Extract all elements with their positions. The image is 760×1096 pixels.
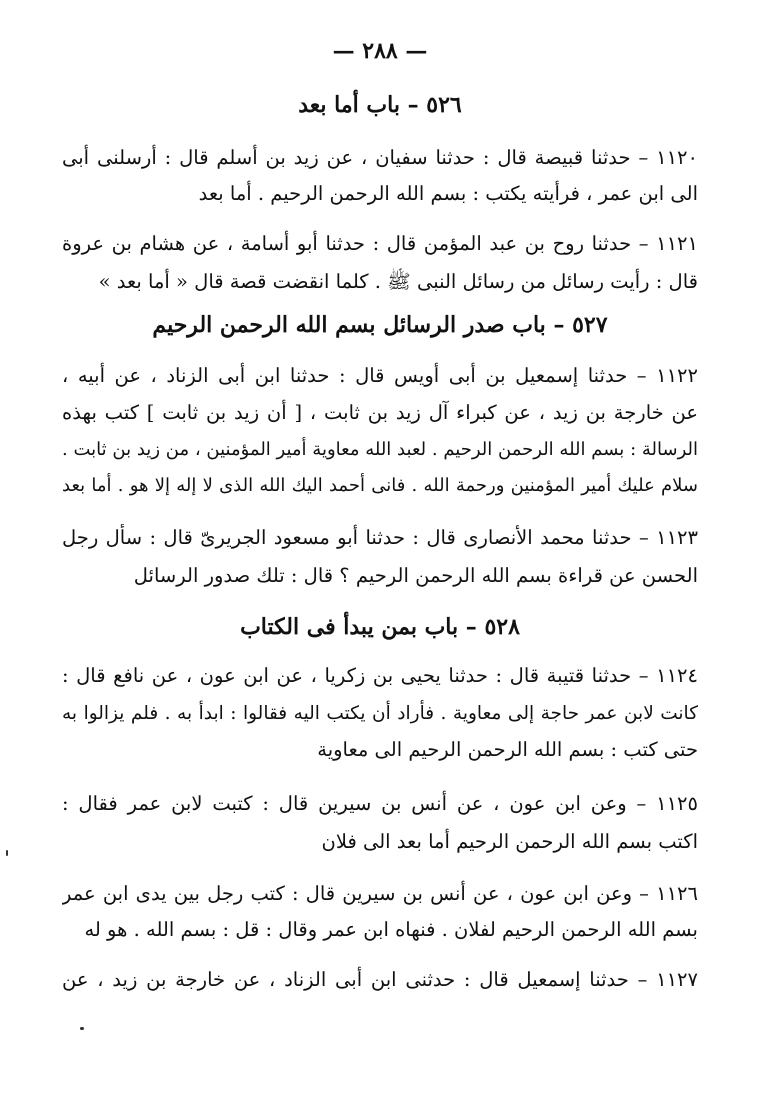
hadith-1123-line-1: ١١٢٣ – حدثنا محمد الأنصارى قال : حدثنا أبو مسعود الجريرىّ قال : سأل رجل <box>62 526 698 549</box>
hadith-1122-line-4: سلام عليك أمير المؤمنين ورحمة الله . فانى أحمد اليك الله الذى لا إله إلا هو . أما بعد <box>62 475 698 496</box>
hadith-1123-line-2: الحسن عن قراءة بسم الله الرحمن الرحيم ؟ قال : تلك صدور الرسائل <box>133 564 698 587</box>
print-speck <box>80 1027 84 1030</box>
print-speck <box>6 850 8 856</box>
chapter-heading-527: ٥٢٧ – باب صدر الرسائل بسم الله الرحمن الرحيم <box>152 312 608 338</box>
hadith-1122-line-3: الرسالة : بسم الله الرحمن الرحيم . لعبد الله معاوية أمير المؤمنين ، من زيد بن ثابت . <box>62 439 698 460</box>
hadith-1125-line-2: اكتب بسم الله الرحمن الرحيم أما بعد الى فلان <box>321 830 698 853</box>
hadith-1126-line-1: ١١٢٦ – وعن ابن عون ، عن أنس بن سيرين قال : كتب رجل بين يدى ابن عمر <box>62 882 698 905</box>
hadith-1124-line-2: كانت لابن عمر حاجة إلى معاوية . فأراد أن يكتب اليه فقالوا : ابدأ به . فلم يزالوا به <box>62 703 698 724</box>
hadith-1124-line-1: ١١٢٤ – حدثنا قتيبة قال : حدثنا يحيى بن زكريا ، عن ابن عون ، عن نافع قال : <box>62 664 698 687</box>
hadith-1120-line-2: الى ابن عمر ، فرأيته يكتب : بسم الله الرحمن الرحيم . أما بعد <box>198 182 698 205</box>
chapter-heading-526: ٥٢٦ – باب أما بعد <box>298 92 462 118</box>
hadith-1127-line-1: ١١٢٧ – حدثنا إسمعيل قال : حدثنى ابن أبى الزناد ، عن خارجة بن زيد ، عن <box>62 968 698 991</box>
hadith-1121-line-1: ١١٢١ – حدثنا روح بن عبد المؤمن قال : حدثنا أبو أسامة ، عن هشام بن عروة <box>62 232 698 255</box>
hadith-1126-line-2: بسم الله الرحمن الرحيم لفلان . فنهاه ابن عمر وقال : قل : بسم الله . هو له <box>84 918 698 941</box>
page-number: — ٢٨٨ — <box>332 38 428 64</box>
hadith-1120-line-1: ١١٢٠ – حدثنا قبيصة قال : حدثنا سفيان ، عن زيد بن أسلم قال : أرسلنى أبى <box>62 146 698 169</box>
hadith-1122-line-1: ١١٢٢ – حدثنا إسمعيل بن أبى أويس قال : حدثنا ابن أبى الزناد ، عن أبيه ، <box>62 364 698 387</box>
hadith-1124-line-3: حتى كتب : بسم الله الرحمن الرحيم الى معاوية <box>317 738 698 761</box>
chapter-heading-528: ٥٢٨ – باب بمن يبدأ فى الكتاب <box>240 614 520 640</box>
hadith-1121-line-2: قال : رأيت رسائل من رسائل النبى ﷺ . كلما انقضت قصة قال « أما بعد » <box>98 270 698 293</box>
hadith-1125-line-1: ١١٢٥ – وعن ابن عون ، عن أنس بن سيرين قال : كتبت لابن عمر فقال : <box>62 792 698 815</box>
hadith-1122-line-2: عن خارجة بن زيد ، عن كبراء آل زيد بن ثابت ، [ أن زيد بن ثابت ] كتب بهذه <box>62 401 698 424</box>
